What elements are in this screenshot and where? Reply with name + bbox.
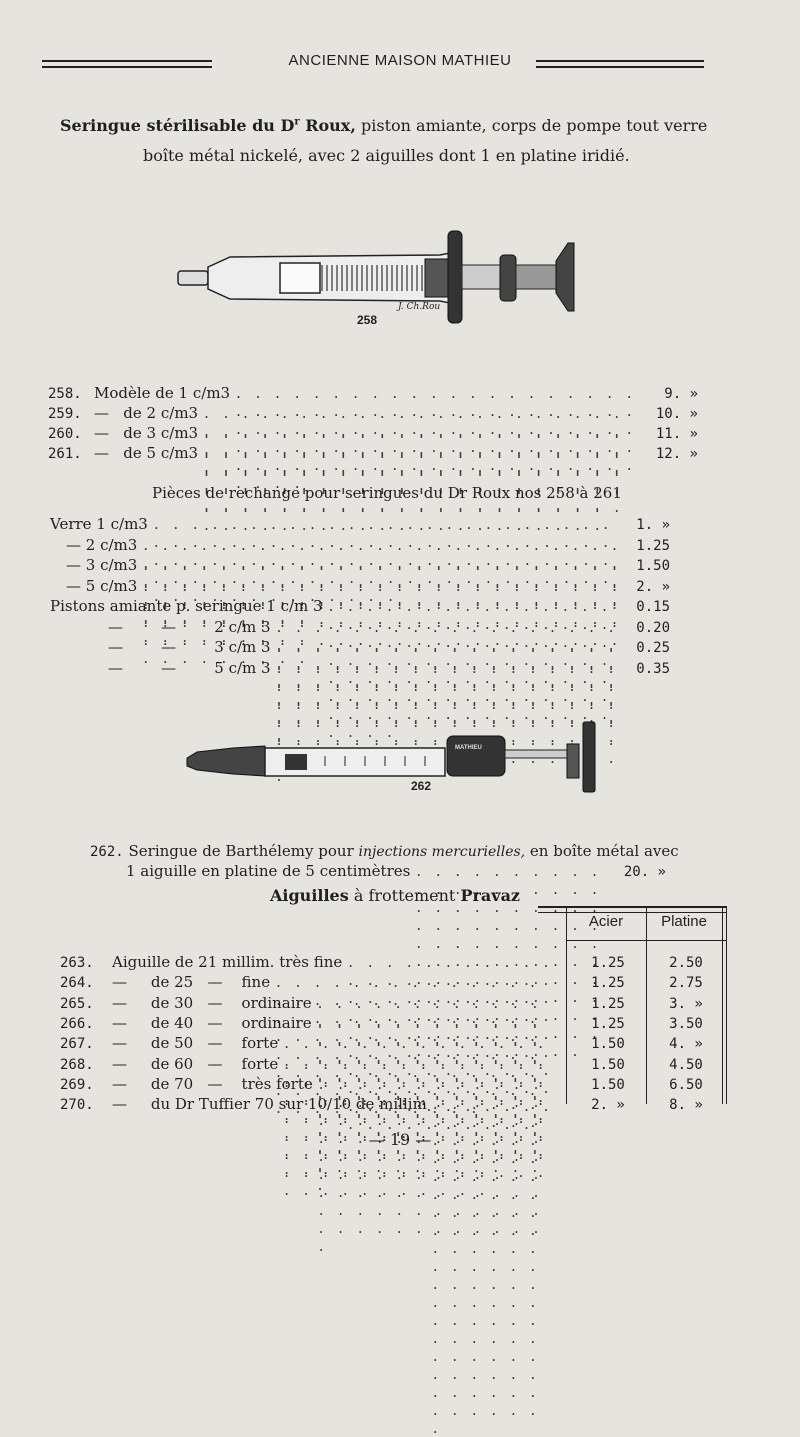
model-row [48, 424, 698, 446]
spare-price: 0.20 [636, 619, 670, 636]
model-number: 259. [48, 406, 82, 422]
needle-number: 267. [60, 1036, 94, 1053]
price-platine: 2.75 [669, 975, 703, 992]
figure-258-label: 258 [357, 313, 378, 327]
engraver-signature: J. Ch.Rou [398, 302, 441, 312]
spares-title: Pièces de rechange pour seringues du Dr Roux nos 258 à 261 [152, 484, 622, 502]
spare-row [108, 618, 670, 640]
price-platine: 6.50 [669, 1076, 703, 1093]
needle-description: — de 40 — ordinaire [112, 1013, 312, 1032]
needle-number: 269. [60, 1076, 94, 1093]
spare-description: — 3 c/m3 [66, 556, 138, 574]
price-platine: 2.50 [669, 955, 703, 971]
model-price: 9. » [664, 386, 698, 402]
price-acier: 1.25 [591, 975, 625, 992]
barthelemy-line-1: 262. Seringue de Barthélemy pour injections mercurielles, en boîte métal avec [90, 842, 679, 860]
needle-number: 264. [60, 975, 94, 992]
model-price: 11. » [655, 426, 698, 442]
spare-description: — — 3 c/m 3 [108, 638, 271, 656]
needle-description: — de 50 — forte [112, 1034, 279, 1053]
spare-description: Pistons amiante p. seringue 1 c/m 3 [50, 597, 323, 615]
needle-number: 263. [60, 955, 94, 971]
needle-description: — de 60 — forte [112, 1054, 279, 1073]
syringe-262-illustration [185, 718, 605, 798]
needle-number: 265. [60, 995, 94, 1012]
needle-description: — de 70 — très forte [112, 1074, 313, 1093]
spare-price: 0.35 [636, 660, 670, 677]
table-rule [646, 906, 647, 1104]
table-row [60, 1055, 562, 1077]
spare-price: 2. » [636, 578, 670, 595]
intro-line-2: boîte métal nickelé, avec 2 aiguilles dont 1 en platine iridié. [143, 146, 630, 165]
spare-row [66, 577, 670, 599]
spare-price: 0.15 [636, 599, 670, 615]
price-platine: 8. » [669, 1097, 703, 1114]
spare-description: — — 2 c/m 3 [108, 617, 271, 636]
intro-line-1: Seringue stérilisable du $D^r$ Roux, piston amiante, corps de pompe tout verre [60, 116, 708, 135]
price-platine: 4. » [669, 1036, 703, 1053]
syringe-258-illustration [170, 225, 590, 335]
needle-description: Aiguille de 21 millim. très fine [112, 953, 343, 971]
needle-number: 266. [60, 1015, 94, 1032]
price-acier: 1.50 [591, 1056, 625, 1073]
price-acier: 1.50 [591, 1076, 625, 1093]
spare-row [108, 659, 670, 681]
table-row [60, 1014, 562, 1036]
spare-price: 1.50 [636, 558, 670, 574]
model-price: 10. » [655, 406, 698, 422]
table-row [60, 973, 562, 995]
column-header-platine: Platine [661, 913, 707, 930]
needle-number: 270. [60, 1097, 94, 1114]
spare-price: 1.25 [636, 537, 670, 554]
table-row [60, 953, 562, 975]
barthelemy-line-2: 1 aiguille en platine de 5 centimètres . . . 20. » [126, 862, 666, 884]
model-description: — de 5 c/m3 [94, 444, 199, 462]
model-number: 260. [48, 426, 82, 442]
needle-description: — de 30 — ordinaire [112, 993, 312, 1012]
engraved-brand: MATHIEU [455, 745, 482, 751]
needle-description: — du Dr Tuffier 70 sur 10/10 de millim [112, 1095, 427, 1114]
spare-row [108, 638, 670, 660]
model-description: — de 2 c/m3 [94, 404, 199, 422]
table-row [60, 1034, 562, 1056]
model-description: — de 3 c/m3 [94, 424, 199, 442]
column-header-acier: Acier [588, 913, 624, 930]
page-number: — 19 — [368, 1130, 432, 1149]
price-platine: 3. » [669, 995, 703, 1012]
model-price: 12. » [655, 446, 698, 462]
page-header-title: ANCIENNE MAISON MATHIEU [288, 52, 512, 69]
price-acier: 1.50 [591, 1036, 625, 1053]
model-description: Modèle de 1 c/m3 [94, 384, 231, 402]
needle-number: 268. [60, 1056, 94, 1073]
spare-price: 1. » [636, 517, 670, 533]
price-acier: 1.25 [591, 955, 625, 971]
table-row [60, 994, 562, 1016]
needle-description: — de 25 — fine [112, 973, 271, 992]
table-rule [566, 906, 567, 1104]
figure-262-label: 262 [411, 779, 432, 793]
table-row [60, 1095, 562, 1117]
spare-row [66, 556, 670, 578]
needles-title: Aiguilles à frottement Pravaz [270, 886, 521, 905]
spare-row [50, 597, 670, 619]
model-row [48, 384, 698, 406]
price-acier: 1.25 [591, 1015, 625, 1032]
model-row [48, 404, 698, 426]
price-acier: 2. » [591, 1097, 625, 1114]
table-rule [722, 906, 723, 1104]
table-row [60, 1075, 562, 1097]
spare-row [66, 536, 670, 558]
spare-description: — 2 c/m3 [66, 535, 138, 554]
price-platine: 3.50 [669, 1015, 703, 1032]
model-number: 258. [48, 386, 82, 402]
model-row [48, 444, 698, 466]
table-header-rule [566, 940, 726, 941]
spare-price: 0.25 [636, 640, 670, 656]
spare-description: Verre 1 c/m3 [50, 515, 148, 533]
table-rule [726, 906, 727, 1104]
spare-description: — — 5 c/m 3 [108, 658, 271, 677]
spare-description: — 5 c/m3 [66, 576, 138, 595]
price-acier: 1.25 [591, 995, 625, 1012]
spare-row [50, 515, 670, 537]
product-name: Seringue stérilisable du $D^r$ Roux, [60, 116, 356, 135]
model-number: 261. [48, 446, 82, 462]
price-platine: 4.50 [669, 1056, 703, 1073]
